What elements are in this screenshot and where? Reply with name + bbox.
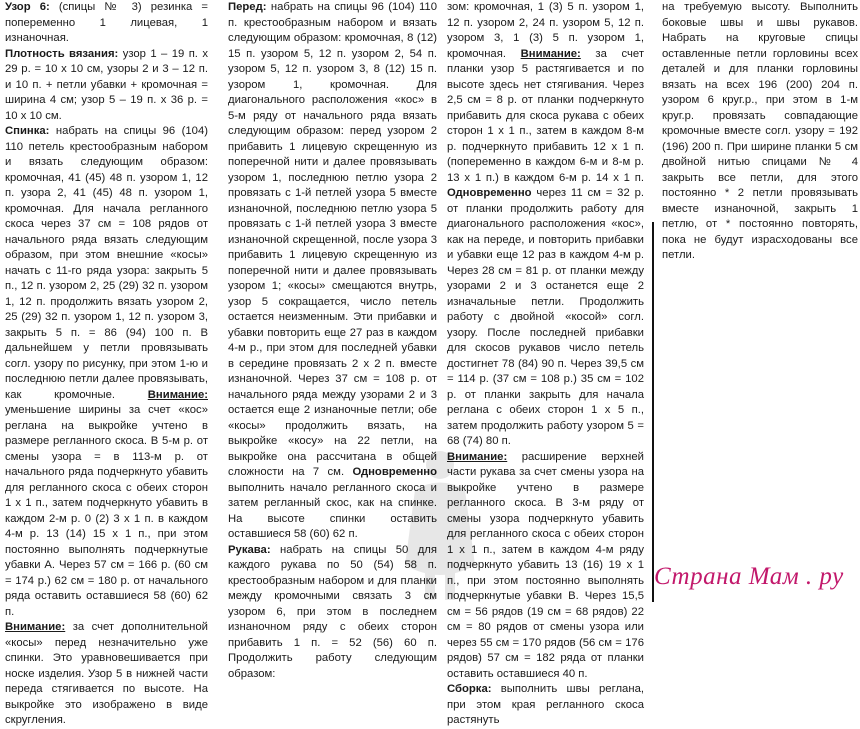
emphasis: Одновременно bbox=[447, 187, 532, 199]
note-label: Внимание: bbox=[5, 621, 66, 633]
body-text: уменьшение ширины за счет «кос» реглана на выкройке учтено в размере регланного скоса. В 5-м р. от смены узора = в 113-м р. от начального ряда подчеркнуто убавить для регланного скоса с обеих сторон 1 x 1 п., затем подчеркнуто убавить в каждом 2-м р. 0 (2) 3 x 1 п. в каждом 4-м р. 13 (14) 15 x 1 п., при этом постоянно выполнять подчеркнутые убавки А. Через 57 см = 166 р. (60 см = 174 р.) 62 см = 180 р. от начального ряда оставить оставшиеся 58 (60) 62 п. bbox=[5, 404, 208, 618]
body-text: за счет дополнительной «косы» перед незначительно уже спинки. Это уравновешивается при носке изделия. Узор 5 в нижней части переда стягивается по высоте. На выкройке это изображено в виде скругления. bbox=[5, 621, 208, 726]
paragraph-assembly-cont bbox=[662, 0, 858, 264]
body-text: за счет планки узор 5 растягивается и по высоте здесь нет стягивания. Через 2,5 см = 8 р. от планки подчеркнуто прибавить для скоса рукава с обеих сторон 1 x 1 п., затем в каждом 8-м р. подчеркнуто прибавить 12 x 1 п. (попеременно в каждом 6-м и 8-м р. 13 x 1 п.) в каждом 6-м р. 14 x 1 п. bbox=[447, 47, 644, 184]
body-text: через 11 см = 32 р. от планки продолжить работу для диагонального расположения «кос», как на переде, и повторить прибавки и убавки еще 12 раз в каждом 4-м р. Через 28 см = 81 р. от планки между узорами 2 и 3 останется еще 2 изначальные петли. Продолжить работу с двойной «косой» согл. узору. После последней прибавки для скосов рукавов число петель достигнет 78 (84) 90 п. Через 39,5 см = 114 р. (37 см = 108 р.) 35 см = 102 р. от планки закрыть для начала реглана с обеих сторон 1 x 5 п., затем продолжить работу узором 5 = 68 (74) 80 п. bbox=[447, 187, 644, 447]
body-text: узор 1 – 19 п. x 29 р. = 10 x 10 см, узоры 2 и 3 – 12 п. и 10 п. + петли убавки + кромочная = ширина 4 см; узор 5 – 19 п. x 36 р. = 10 x 10 см. bbox=[5, 47, 208, 122]
body-text: выполнить начало регланного скоса и затем регланный скос, как на спинке. На высоте спинки оставить оставшиеся 58 (60) 62 п. bbox=[228, 481, 437, 540]
note-label: Внимание: bbox=[447, 450, 508, 463]
body-text: (спицы № 3) резинка = попеременно 1 лицевая, 1 изнаночная. bbox=[5, 1, 208, 44]
note-label: Внимание: bbox=[147, 388, 208, 401]
emphasis: Одновременно bbox=[352, 466, 438, 478]
body-text: зом: кромочная, 1 (3) 5 п. узором 1, 12 п. узором 2, 24 п. узором 5, 12 п. узором 3, 1 (3) 5 п. узором 1, кромочная. bbox=[447, 1, 644, 60]
heading: Узор 6: bbox=[5, 1, 50, 13]
heading: Спинка: bbox=[5, 125, 50, 137]
paragraph-gauge bbox=[5, 47, 208, 125]
body-text: выполнить швы реглана, при этом края регланного скоса растянуть bbox=[447, 683, 644, 726]
column-divider bbox=[652, 222, 654, 602]
heading: Рукава: bbox=[228, 543, 271, 556]
text-column-1 bbox=[5, 0, 208, 726]
text-column-4 bbox=[662, 0, 858, 261]
paragraph-pattern-6 bbox=[5, 0, 208, 47]
body-text: расширение верхней части рукава за счет смены узора на выкройке учтено в размере регланного скоса. В 3-м ряду от смены узора подчеркнуто убавить для регланного скоса с обеих сторон 1 x 1 п., затем в каждом 4-м ряду подчеркнуто убавить 13 (16) 19 x 1 п., при этом постоянно выполнять подчеркнутые убавки В. Через 15,5 см = 56 рядов (19 см = 68 рядов) 22 см = 80 рядов от смены узора или через 55 см = 170 рядов (56 см = 176 рядов) 57 см = 182 ряда от планки оставить оставшиеся 40 п. bbox=[447, 450, 644, 680]
paragraph-sleeves-cont bbox=[447, 0, 644, 450]
paragraph-note bbox=[5, 620, 208, 729]
body-text: набрать на спицы 96 (104) 110 п. крестообразным набором и вязать следующим образом: кромочная, 8 (12) 15 п. узором 5, 12 п. узором 2, 54 п. узором 5, 12 п. узором 3, 8 (12) 15 п. узором 1, кромочная. Для диагонального расположения «кос» в 5-м ряду от начального ряда вязать следующим образом: перед узором 2 прибавить 1 лицевую скрещенную из поперечной нити и далее провязывать узором 1, последнюю петлю узора 2 провязать с 1-й петлей узора 5 вместе изнаночной, последнюю петлю узора 5 провязать с 1-й петлей узора 3 вместе изнаночной скрещенной, после узора 3 прибавить 1 лицевую скрещенную из поперечной нити и далее провязывать узором 1; «косы» смещаются внутрь, узор 5 сокращается, число петель остается неизменным. Эти прибавки и убавки повторить еще 27 раз в каждом 4-м р., при этом для последней убавки в середине провязать 2 x 2 п. вместе изнаночной. Через 37 см = 108 р. от начального ряда между узорами 2 и 3 остается еще 2 изнаночные петли; обе «косы» продолжить вязать, на выкройке «косу» на 22 петли, на выкройке она рассчитана в общей сложности на 7 см. bbox=[228, 1, 437, 478]
body-text: на требуемую высоту. Выполнить боковые швы и швы рукавов. Набрать на круговые спицы оставленные петли горловины всех деталей и для планки горловины вязать на всех 196 (200) 204 п. узором 6 круг.р., при этом в 1-м круг.р. провязать совпадающие кромочные вместе согл. узору = 192 (196) 200 п. При ширине планки 5 см двойной нитью спицами № 4 закрыть все петли, для этого постоянно * 2 петли провязывать вместе изнаночной, закрыть 1 петлю, от * постоянно повторять, пока не будут израсходованы все петли. bbox=[662, 1, 858, 261]
heading: Сборка: bbox=[447, 683, 492, 695]
body-text: набрать на спицы 96 (104) 110 петель крестообразным набором и вязать следующим образом: кромочная, 41 (45) 48 п. узором 1, 12 п. узора 2, 41 (45) 48 п. узором 1, кромочная. Для начала регланного скоса через 37 см = 108 рядов от начального ряда вязать следующим образом, при этом внешние «косы» начать с 11-го ряда узора: закрыть 5 п., 12 п. узором 2, 25 (29) 32 п. узором 1, 12 п. продолжить вязать узором 2, 25 (29) 32 п. узором 1, 12 п. узором 3, закрыть 5 п. = 86 (94) 100 п. В дальнейшем у петли провязывать согл. узору по рисунку, при этом 1-ю и последнюю петли далее провязывать, как кромочные. bbox=[5, 125, 208, 401]
heading: Перед: bbox=[228, 1, 267, 13]
body-text: набрать на спицы 50 для каждого рукава по 50 (54) 58 п. крестообразным набором и для планки между кромочными связать 3 см узором 6, при этом в последнем изнаночном ряду с обеих сторон прибавить 1 п. = 52 (56) 60 п. Продолжить работу следующим образом: bbox=[228, 543, 437, 680]
site-logo[interactable]: Страна Мам . ру bbox=[654, 563, 844, 590]
paragraph-back bbox=[5, 124, 208, 620]
note-label: Внимание: bbox=[520, 47, 581, 60]
heading: Плотность вязания: bbox=[5, 47, 119, 60]
watermark-figure bbox=[395, 445, 485, 600]
paragraph-assembly bbox=[447, 682, 644, 729]
